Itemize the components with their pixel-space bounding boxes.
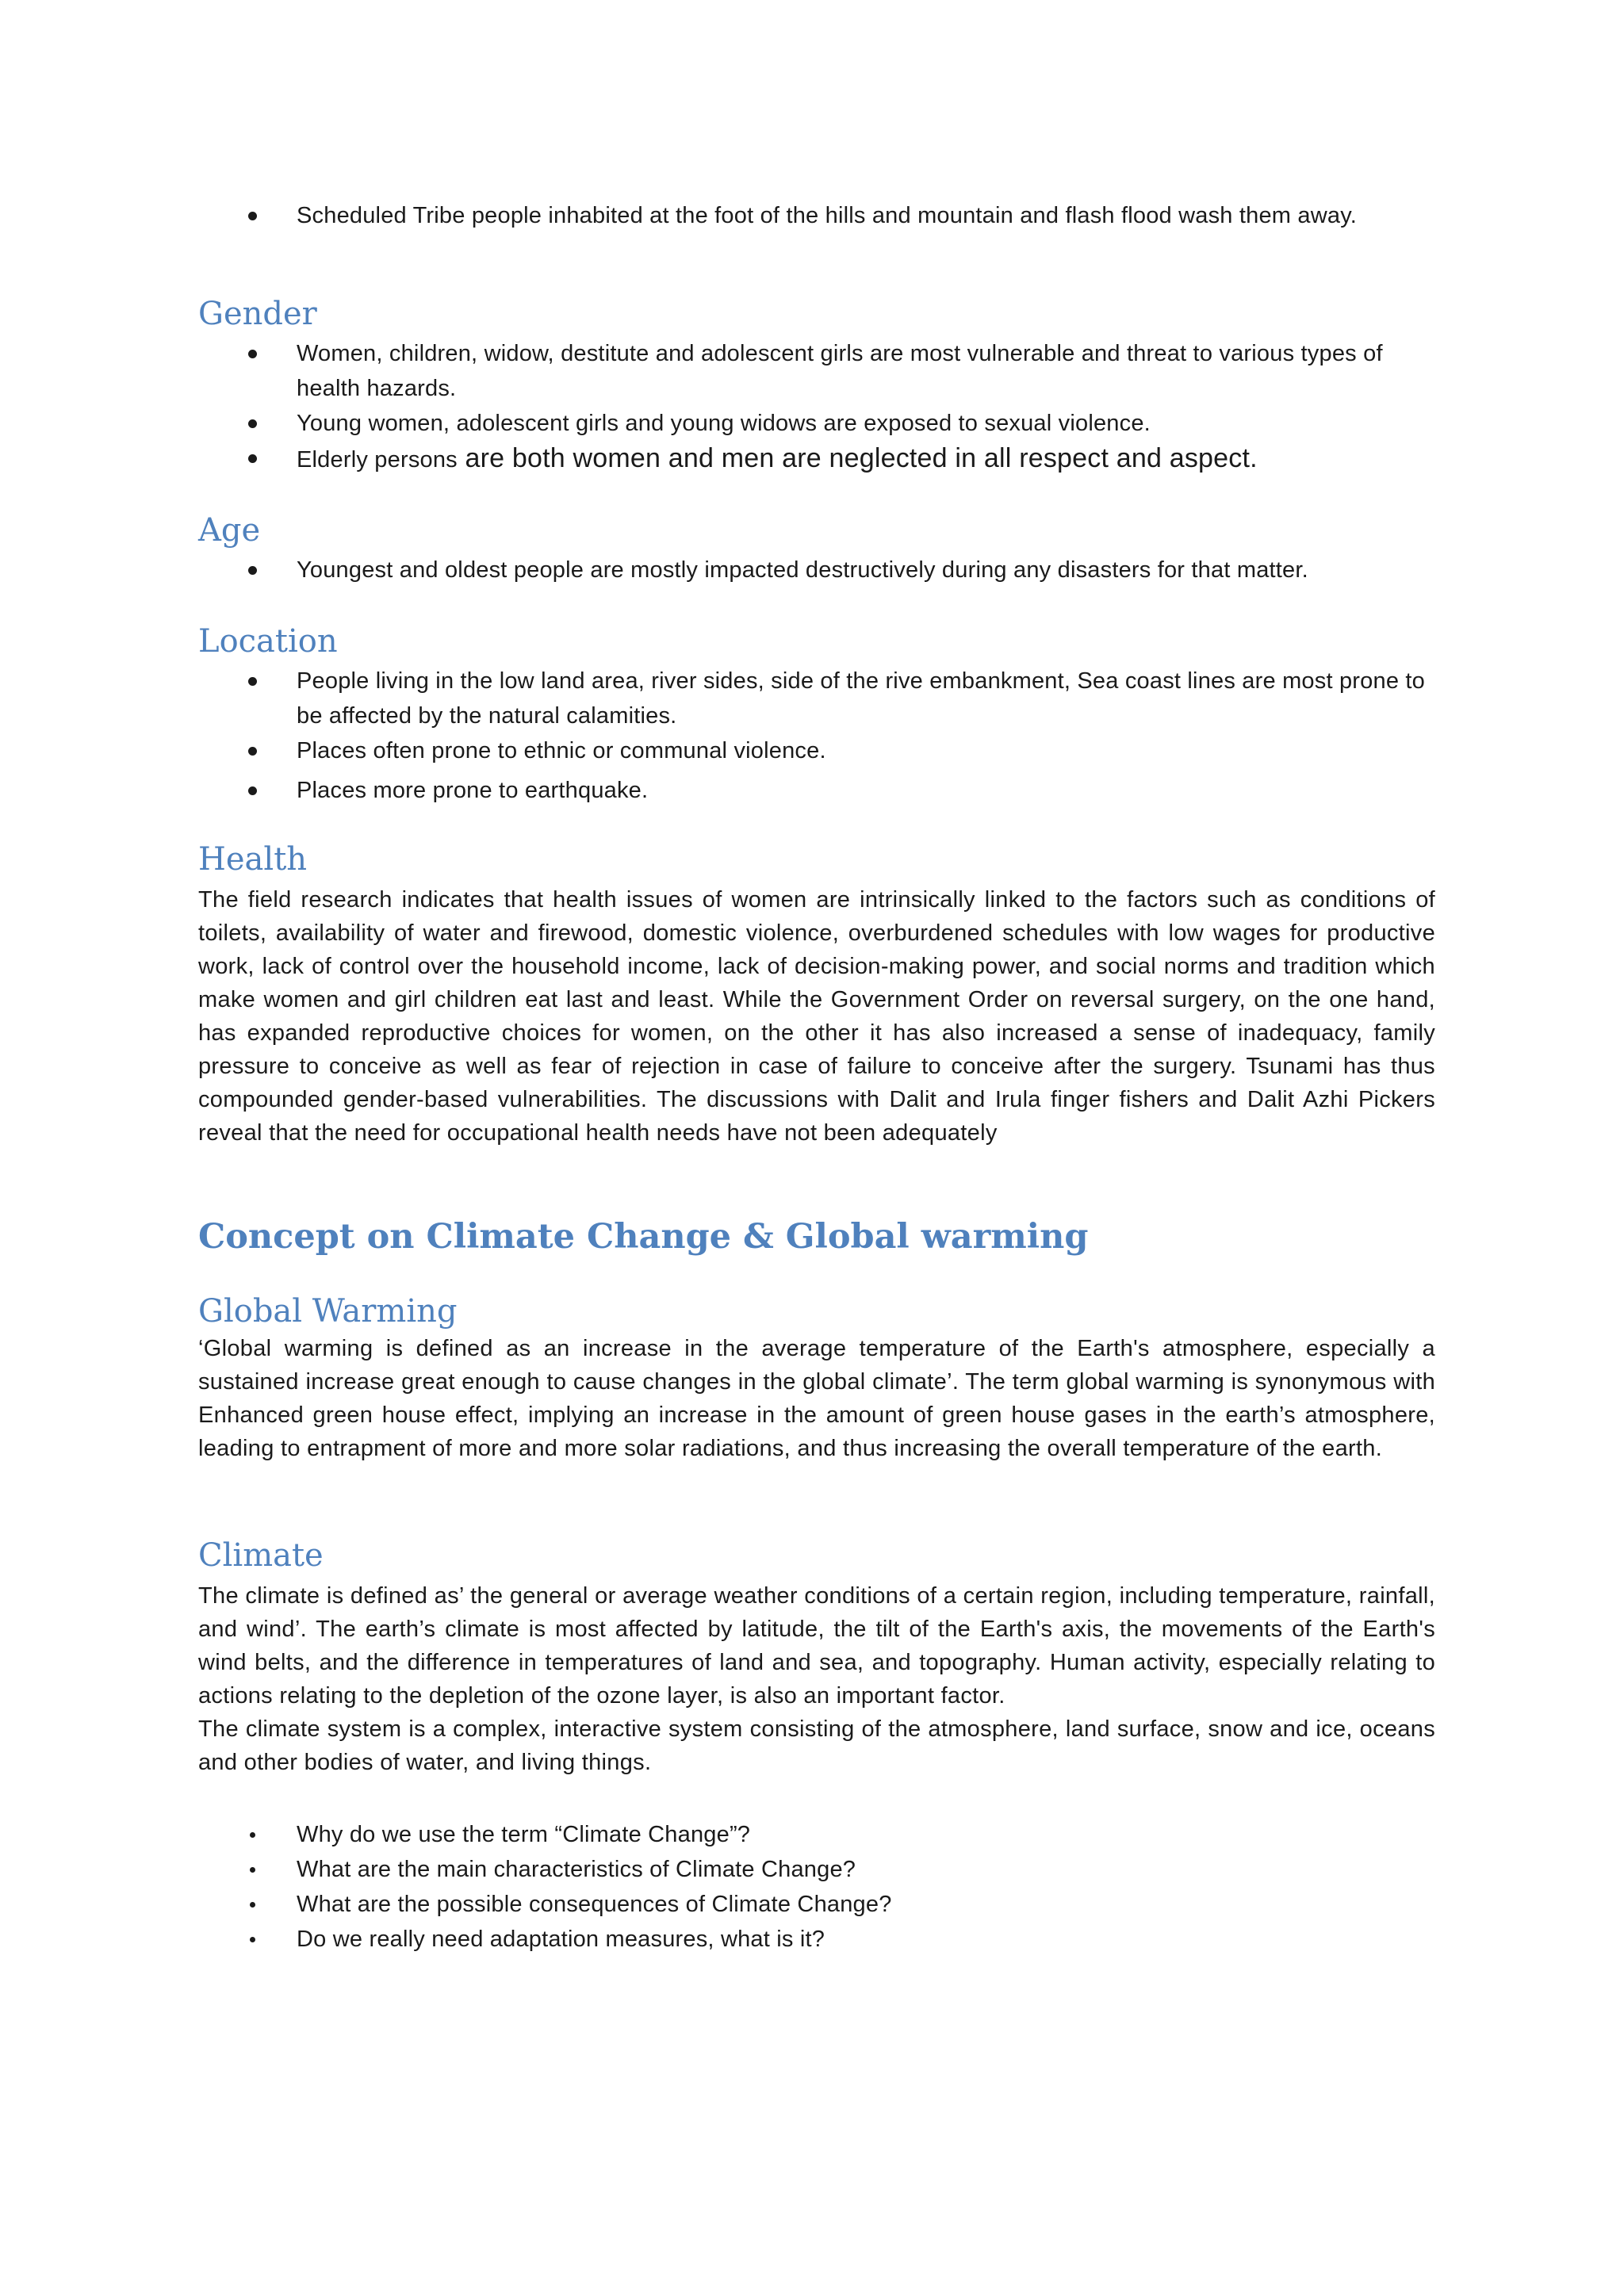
location-section (198, 622, 1435, 808)
global-warming-section (198, 1292, 1435, 1465)
bullet-icon (248, 419, 257, 428)
list-item: Young women, adolescent girls and young widows are exposed to sexual violence. (198, 406, 1435, 441)
climate-section (198, 1536, 1435, 1957)
list-item: Elderly persons are both women and men are neglected in all respect and aspect. (198, 441, 1435, 477)
bullet-icon (248, 566, 257, 575)
location-heading: Location (198, 623, 338, 660)
age-section (198, 511, 1435, 587)
intro-bullet-list (198, 198, 1435, 233)
list-item: Scheduled Tribe people inhabited at the foot of the hills and mountain and flash flood wash them away. (198, 198, 1435, 233)
bullet-icon (248, 454, 257, 463)
list-item: Women, children, widow, destitute and adolescent girls are most vulnerable and threat to various types of health hazards. (198, 336, 1435, 406)
health-paragraph: The field research indicates that health issues of women are intrinsically linked to the factors such as conditions of toilets, availability of water and firewood, domestic violence, overburdened schedules with low wages for productive work, lack of control over the household income, lack of decision-making power, and social norms and tradition which make women and girl children eat last and least. While the Government Order on reversal surgery, on the one hand, has expanded reproductive choices for women, on the other it has also increased a sense of inadequacy, family pressure to conceive as well as fear of rejection in case of failure to conceive after the surgery. Tsunami has thus compounded gender-based vulnerabilities. The discussions with Dalit and Irula finger fishers and Dalit Azhi Pickers reveal that the need for occupational health needs have not been adequately (198, 887, 1435, 1146)
concept-heading: Concept on Climate Change & Global warming (198, 1217, 1089, 1257)
climate-question-list (198, 1817, 1435, 1957)
list-item: Places more prone to earthquake. (198, 773, 1435, 808)
health-heading: Health (198, 841, 308, 878)
concept-section (198, 1216, 1435, 1257)
global-warming-heading: Global Warming (198, 1293, 458, 1330)
bullet-icon (248, 677, 257, 686)
bullet-icon (250, 1832, 255, 1838)
bullet-icon (248, 350, 257, 358)
bullet-icon (248, 212, 257, 220)
climate-paragraph-2: The climate system is a complex, interactive system consisting of the atmosphere, land surface, snow and ice, oceans and other bodies of water, and living things. (198, 1716, 1435, 1775)
list-item: Places often prone to ethnic or communal violence. (198, 733, 1435, 768)
gender-section (198, 295, 1435, 477)
bullet-icon (250, 1902, 255, 1908)
list-item: Do we really need adaptation measures, what is it? (198, 1922, 1435, 1957)
gender-heading: Gender (198, 296, 317, 332)
global-warming-paragraph: ‘Global warming is defined as an increase in the average temperature of the Earth's atmosphere, especially a sustained increase great enough to cause changes in the global climate’. The term global warming is synonymous with Enhanced green house effect, implying an increase in the amount of green house gases in the earth’s atmosphere, leading to entrapment of more and more solar radiations, and thus increasing the overall temperature of the earth. (198, 1336, 1435, 1461)
bullet-icon (248, 786, 257, 795)
age-heading: Age (198, 512, 261, 549)
list-item: Youngest and oldest people are mostly impacted destructively during any disasters for that matter. (198, 553, 1435, 587)
list-item: People living in the low land area, river sides, side of the rive embankment, Sea coast lines are most prone to be affected by the natural calamities. (198, 664, 1435, 733)
list-item: What are the main characteristics of Climate Change? (198, 1852, 1435, 1887)
bullet-icon (248, 747, 257, 756)
climate-heading: Climate (198, 1537, 324, 1574)
health-section (198, 840, 1435, 1150)
bullet-icon (250, 1867, 255, 1873)
location-bullet-list (198, 664, 1435, 808)
list-item: Why do we use the term “Climate Change”? (198, 1817, 1435, 1852)
climate-paragraph-1: The climate is defined as’ the general or average weather conditions of a certain region, including temperature, rainfall, and wind’. The earth’s climate is most affected by latitude, the tilt of the Earth's axis, the movements of the Earth's wind belts, and the difference in temperatures of land and sea, and topography. Human activity, especially relating to actions relating to the depletion of the ozone layer, is also an important factor. (198, 1583, 1435, 1709)
gender-bullet-list (198, 336, 1435, 477)
bullet-icon (250, 1937, 255, 1942)
age-bullet-list (198, 553, 1435, 587)
list-item: What are the possible consequences of Climate Change? (198, 1887, 1435, 1922)
intro-section (198, 198, 1435, 233)
